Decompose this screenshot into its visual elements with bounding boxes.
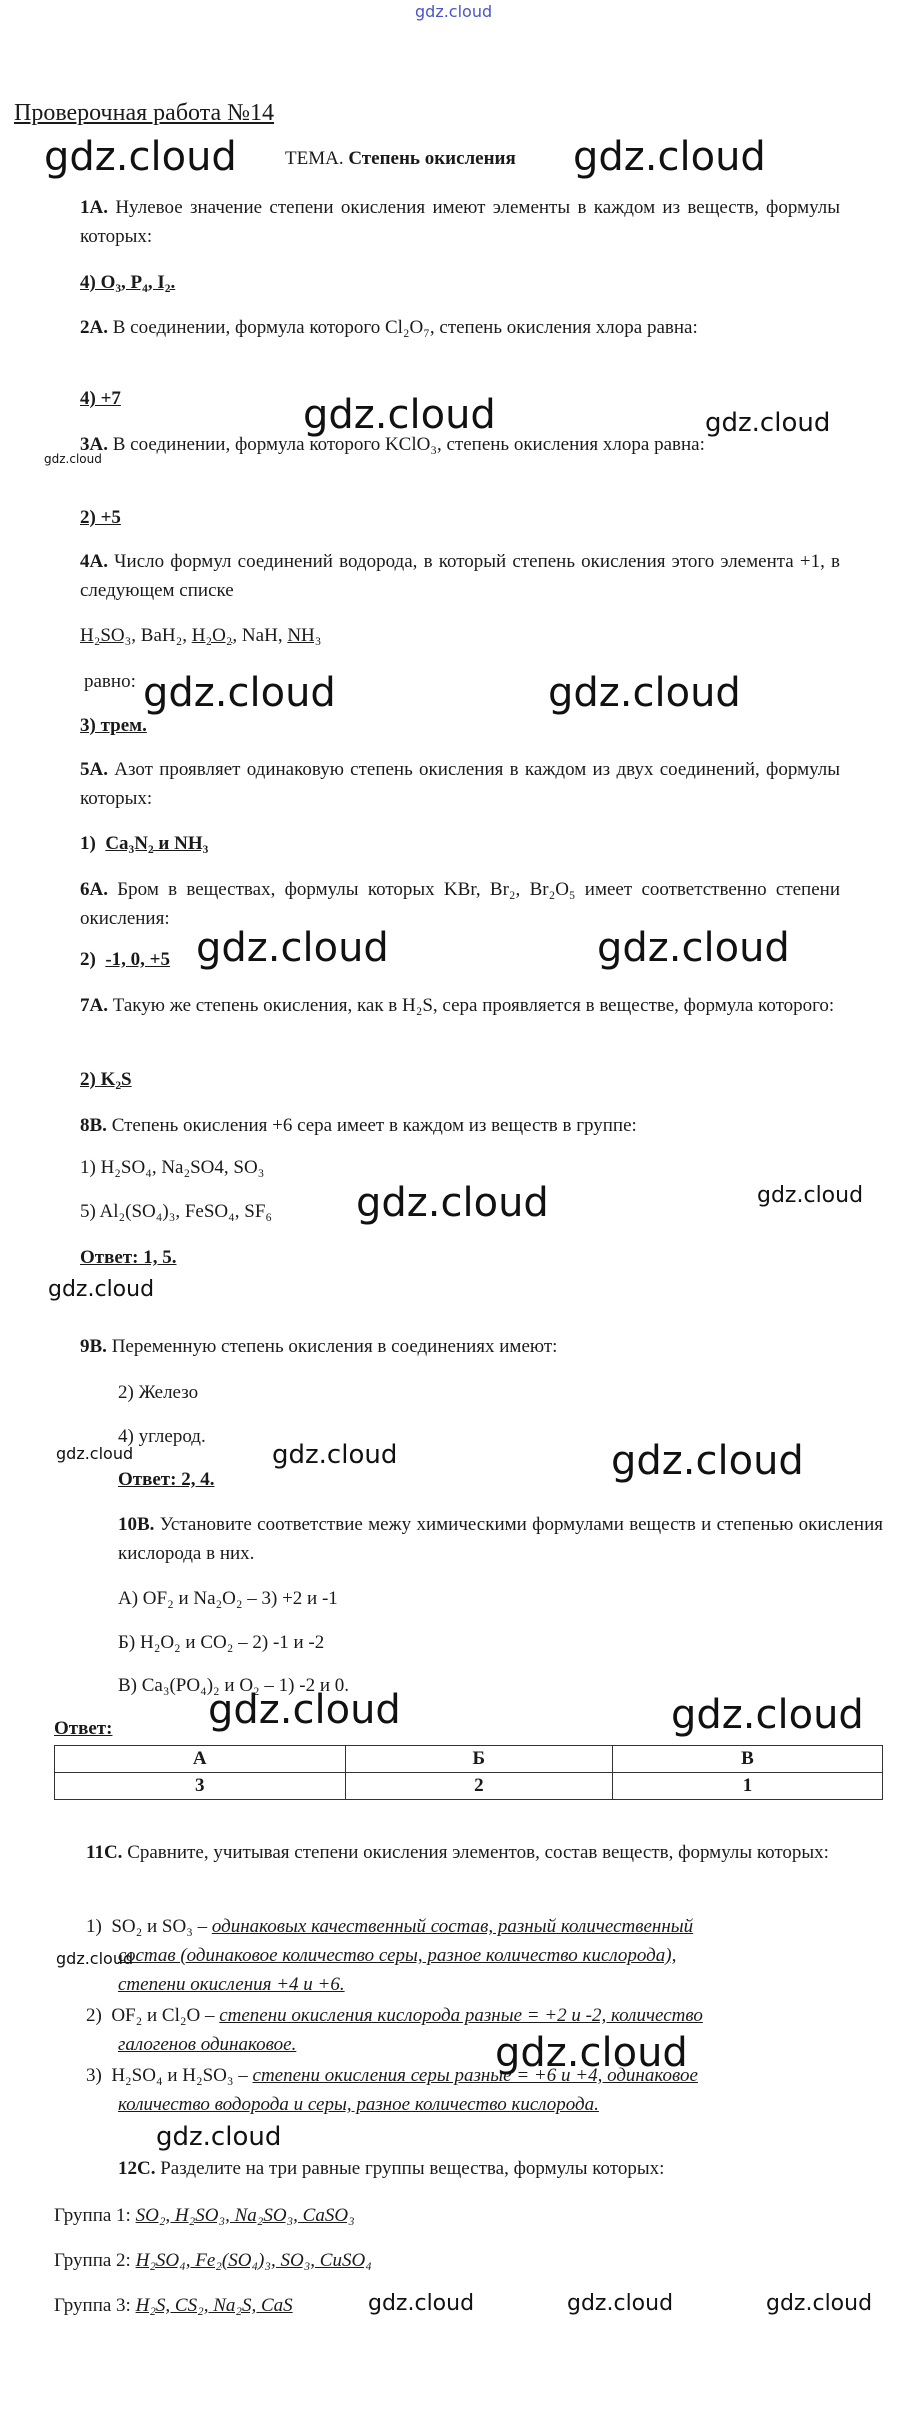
- watermark: gdz.cloud: [597, 925, 790, 971]
- table-row: [55, 1773, 883, 1800]
- q12-group-2: [54, 2248, 372, 2274]
- question-2: [80, 313, 840, 342]
- q5-num: 5А.: [80, 759, 108, 780]
- question-5: [80, 755, 840, 813]
- watermark: gdz.cloud: [548, 670, 741, 716]
- q9-num: 9В.: [80, 1336, 107, 1357]
- watermark: gdz.cloud: [368, 2291, 475, 2316]
- watermark: gdz.cloud: [44, 134, 237, 180]
- q5-answer: Ca₃N₂ и NH₃: [105, 833, 209, 854]
- topic-label: ТЕМА.: [285, 148, 344, 169]
- table-header-a: А: [55, 1746, 346, 1773]
- q4-formula-4: NaH: [241, 625, 278, 646]
- q10-num: 10В.: [118, 1514, 155, 1535]
- q10-pair-b: Б) H₂O₂ и CO₂ – 2) -1 и -2: [118, 1632, 325, 1653]
- question-12: [118, 2156, 664, 2182]
- q6-answer-line: [80, 947, 170, 973]
- q1-num: 1А.: [80, 197, 108, 218]
- watermark: gdz.cloud: [705, 408, 831, 438]
- table-cell-a: 3: [55, 1773, 346, 1800]
- q10-pair-c: В) Ca₃(PO₄)₂ и O₂ – 1) -2 и 0.: [118, 1675, 350, 1696]
- q6-answer: -1, 0, +5: [105, 949, 170, 970]
- q2-num: 2А.: [80, 317, 108, 338]
- watermark: gdz.cloud: [272, 1440, 398, 1470]
- q11-num: 11С.: [86, 1842, 123, 1863]
- watermark: gdz.cloud: [44, 452, 102, 466]
- question-10: [118, 1510, 883, 1568]
- watermark: gdz.cloud: [208, 1687, 401, 1733]
- q11-item-1-line-2: состав (одинаковое количество серы, разное количество кислорода),: [118, 1945, 677, 1966]
- question-7: [80, 991, 840, 1020]
- watermark: gdz.cloud: [196, 925, 389, 971]
- q2-text: В соединении, формула которого Cl₂O₇, степень окисления хлора равна:: [112, 317, 698, 338]
- watermark: gdz.cloud: [303, 392, 496, 438]
- q4-text: Число формул соединений водорода, в который степень окисления этого элемента +1, в следующем списке: [80, 551, 841, 601]
- q11-item-3-num: 3): [86, 2065, 102, 2086]
- q4-formula-list: H₂SO₃, BaH₂, H₂O₂, NaH, NH₃: [80, 625, 322, 646]
- watermark: gdz.cloud: [56, 1444, 134, 1463]
- q5-text: Азот проявляет одинаковую степень окисления в каждом из двух соединений, формулы которых:: [80, 759, 840, 809]
- topic-text: Степень окисления: [348, 148, 516, 169]
- table-cell-b: 2: [345, 1773, 612, 1800]
- q9-option-2: 2) Железо: [118, 1382, 199, 1403]
- q8-text: Степень окисления +6 сера имеет в каждом из веществ в группе:: [111, 1115, 637, 1136]
- q11-text: Сравните, учитывая степени окисления элементов, состав веществ, формулы которых:: [127, 1842, 829, 1863]
- q5-answer-line: [80, 831, 208, 857]
- page-title: Проверочная работа №14: [14, 100, 275, 126]
- site-logo[interactable]: gdz.cloud: [415, 2, 493, 21]
- q8-option-1: 1) H₂SO₄, Na₂SO4, SO₃: [80, 1157, 265, 1178]
- watermark: gdz.cloud: [495, 2030, 688, 2076]
- q6-answer-num: 2): [80, 949, 96, 970]
- q10-answer-label: Ответ:: [54, 1718, 113, 1739]
- q12-group-1-formulas: SO₂, H₂SO₃, Na₂SO₃, CaSO₃: [135, 2205, 355, 2226]
- q9-text: Переменную степень окисления в соединениях имеют:: [111, 1336, 558, 1357]
- q11-item-2-formula: OF₂ и Cl₂O –: [111, 2005, 215, 2026]
- q11-item-1-num: 1): [86, 1916, 102, 1937]
- watermark: gdz.cloud: [757, 1183, 864, 1208]
- q4-equal: равно:: [84, 671, 136, 692]
- q3-text: В соединении, формула которого KClO₃, степень окисления хлора равна:: [112, 434, 705, 455]
- q11-item-3-formula: H₂SO₄ и H₂SO₃ –: [111, 2065, 248, 2086]
- q1-text: Нулевое значение степени окисления имеют элементы в каждом из веществ, формулы которых:: [80, 197, 841, 247]
- watermark: gdz.cloud: [567, 2291, 674, 2316]
- q11-item-2-line-1: степени окисления кислорода разные = +2 и -2, количество: [219, 2005, 703, 2026]
- q8-option-5: 5) Al₂(SO₄)₃, FeSO₄, SF₆: [80, 1201, 273, 1222]
- q12-num: 12С.: [118, 2158, 156, 2179]
- table-cell-c: 1: [613, 1773, 883, 1800]
- q9-answer: Ответ: 2, 4.: [118, 1469, 215, 1490]
- q11-item-1-formula: SO₂ и SO₃ –: [111, 1916, 208, 1937]
- q11-item-3-line-1: степени окисления серы разные = +6 и +4, одинаковое: [252, 2065, 698, 2086]
- q4-num: 4А.: [80, 551, 108, 572]
- question-9: [80, 1332, 840, 1361]
- q12-group-3: [54, 2293, 293, 2319]
- q11-item-2-line-2: галогенов одинаковое.: [118, 2034, 297, 2055]
- question-8: [80, 1111, 840, 1140]
- q4-formula-3: H₂O₂: [191, 625, 233, 646]
- question-1: [80, 193, 840, 251]
- q12-group-2-formulas: H₂SO₄, Fe₂(SO₄)₃, SO₃, CuSO₄: [135, 2250, 372, 2271]
- watermark: gdz.cloud: [56, 1949, 134, 1968]
- q4-formula-5: NH₃: [287, 625, 322, 646]
- table-header-c: В: [613, 1746, 883, 1773]
- q10-text: Установите соответствие межу химическими формулами веществ и степенью окисления кислорода в них.: [118, 1514, 884, 1564]
- question-4: [80, 547, 840, 605]
- watermark: gdz.cloud: [671, 1692, 864, 1738]
- watermark: gdz.cloud: [611, 1438, 804, 1484]
- q12-group-1-label: Группа 1:: [54, 2205, 131, 2226]
- q10-pair-a: А) OF₂ и Na₂O₂ – 3) +2 и -1: [118, 1588, 338, 1609]
- q12-group-1: [54, 2203, 355, 2229]
- q4-formula-1: H₂SO₃: [80, 625, 132, 646]
- q8-answer: Ответ: 1, 5.: [80, 1247, 177, 1268]
- q4-formula-2: BaH₂: [140, 625, 183, 646]
- q7-answer: 2) K₂S: [80, 1069, 132, 1090]
- q12-group-3-label: Группа 3:: [54, 2295, 131, 2316]
- q11-item-1: [86, 1914, 693, 1940]
- q9-option-4: 4) углерод.: [118, 1426, 206, 1447]
- question-11: [86, 1838, 883, 1867]
- q11-item-3-line-2: количество водорода и серы, разное количество кислорода.: [118, 2094, 599, 2115]
- q11-item-1-line-3: степени окисления +4 и +6.: [118, 1974, 345, 1995]
- q12-text: Разделите на три равные группы вещества, формулы которых:: [160, 2158, 665, 2179]
- q3-num: 3А.: [80, 434, 108, 455]
- watermark: gdz.cloud: [48, 1277, 155, 1302]
- q1-answer: 4) O₃, P₄, I₂.: [80, 272, 176, 293]
- q7-text: Такую же степень окисления, как в H₂S, сера проявляется в веществе, формула которого:: [112, 995, 835, 1016]
- q4-answer: 3) трем.: [80, 715, 147, 736]
- table-header-b: Б: [345, 1746, 612, 1773]
- watermark: gdz.cloud: [573, 134, 766, 180]
- q12-group-3-formulas: H₂S, CS₂, Na₂S, CaS: [135, 2295, 293, 2316]
- q11-item-1-line-1: одинаковых качественный состав, разный количественный: [211, 1916, 694, 1937]
- q12-group-2-label: Группа 2:: [54, 2250, 131, 2271]
- q6-num: 6А.: [80, 879, 108, 900]
- q6-text: Бром в веществах, формулы которых KBr, Br₂, Br₂O₅ имеет соответственно степени окисления:: [80, 879, 840, 929]
- watermark: gdz.cloud: [156, 2122, 282, 2152]
- q7-num: 7А.: [80, 995, 108, 1016]
- topic-line: [285, 148, 516, 170]
- table-row: [55, 1746, 883, 1773]
- q11-item-2: [86, 2003, 703, 2029]
- watermark: gdz.cloud: [766, 2291, 873, 2316]
- watermark: gdz.cloud: [356, 1180, 549, 1226]
- q8-num: 8В.: [80, 1115, 107, 1136]
- q11-item-2-num: 2): [86, 2005, 102, 2026]
- q2-answer: 4) +7: [80, 388, 121, 409]
- watermark: gdz.cloud: [143, 670, 336, 716]
- q3-answer: 2) +5: [80, 507, 121, 528]
- q10-answer-table: [54, 1745, 883, 1800]
- q5-answer-num: 1): [80, 833, 96, 854]
